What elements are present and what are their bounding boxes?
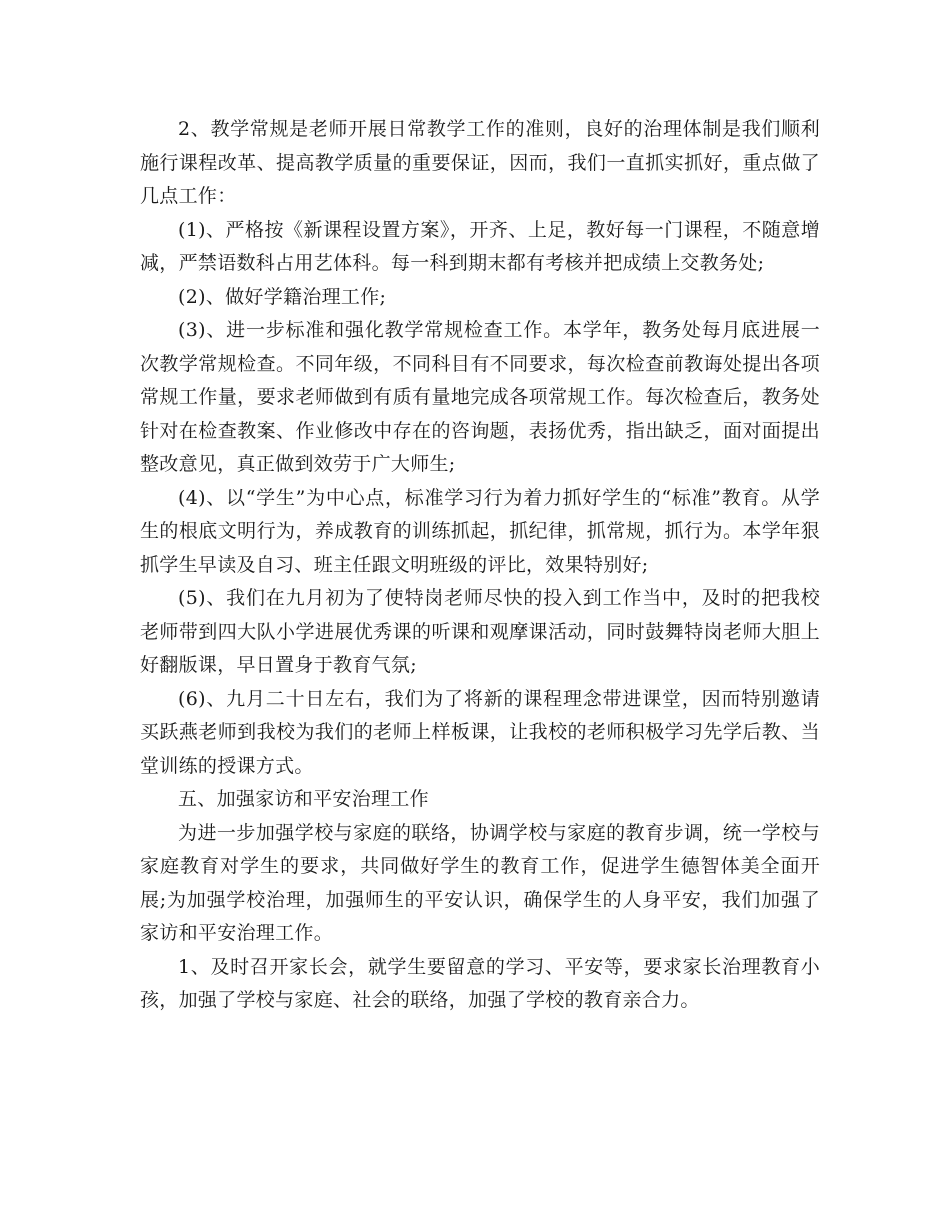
paragraph-teaching-routine: 2、教学常规是老师开展日常教学工作的准则，良好的治理体制是我们顺利施行课程改革、提高教学质量的重要保证，因而，我们一直抓实抓好，重点做了几点工作： xyxy=(140,118,820,207)
paragraph-item-6: (6)、九月二十日左右，我们为了将新的课程理念带进课堂，因而特别邀请买跃燕老师到我校为我们的老师上样板课，让我校的老师积极学习先学后教、当堂训练的授课方式。 xyxy=(140,687,820,777)
paragraph-home-visits-intro: 为进一步加强学校与家庭的联络，协调学校与家庭的教育步调，统一学校与家庭教育对学生的要求，共同做好学生的教育工作，促进学生德智体美全面开展;为加强学校治理，加强师生的平安认识，确保学生的人身平安，我们加强了家访和平安治理工作。 xyxy=(140,821,820,944)
paragraph-item-4: (4)、以“学生”为中心点，标准学习行为着力抓好学生的“标准”教育。从学生的根底文明行为，养成教育的训练抓起，抓纪律，抓常规，抓行为。本学年狠抓学生早读及自习、班主任跟文明班级的评比，效果特别好; xyxy=(140,486,820,576)
paragraph-item-2: (2)、做好学籍治理工作; xyxy=(178,285,387,308)
paragraph-item-5: (5)、我们在九月初为了使特岗老师尽快的投入到工作当中，及时的把我校老师带到四大队小学进展优秀课的听课和观摩课活动，同时鼓舞特岗老师大胆上好翻版课，早日置身于教育气氛; xyxy=(140,587,820,676)
section-heading-home-visits-safety: 五、加强家访和平安治理工作 xyxy=(178,788,429,810)
paragraph-item-1: (1)、严格按《新课程设置方案》，开齐、上足，教好每一门课程，不随意增减，严禁语数科占用艺体科。每一科到期末都有考核并把成绩上交教务处; xyxy=(140,218,820,274)
paragraph-item-3: (3)、进一步标准和强化教学常规检查工作。本学年，教务处每月底进展一次教学常规检查。不同年级，不同科目有不同要求，每次检查前教诲处提出各项常规工作量，要求老师做到有质有量地完成各项常规工作。每次检查后，教务处针对在检查教案、作业修改中存在的咨询题，表扬优秀，指出缺乏，面对面提出整改意见，真正做到效劳于广大师生; xyxy=(140,319,820,475)
paragraph-parent-meeting: 1、及时召开家长会，就学生要留意的学习、平安等，要求家长治理教育小孩，加强了学校与家庭、社会的联络，加强了学校的教育亲合力。 xyxy=(140,955,820,1011)
document-body xyxy=(140,113,820,1018)
